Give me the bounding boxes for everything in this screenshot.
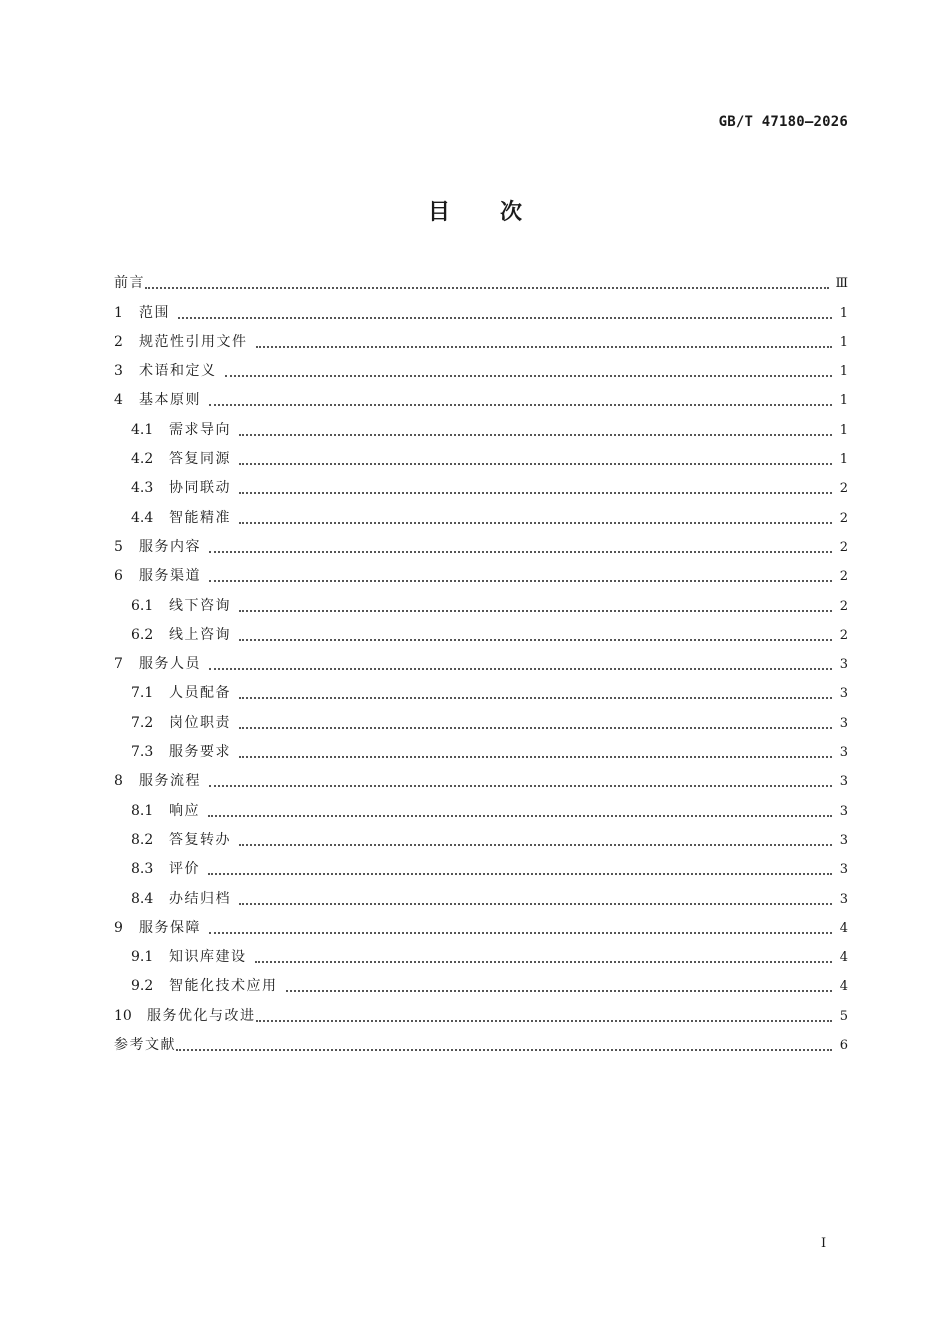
- toc-entry-title: 服务内容: [139, 538, 201, 555]
- toc-entry-number: 9.2: [131, 978, 154, 995]
- toc-entry-page: 2: [839, 598, 848, 614]
- toc-entry[interactable]: [114, 972, 848, 1001]
- toc-entry-title: 规范性引用文件: [139, 333, 248, 350]
- toc-leader-dots: [239, 697, 832, 699]
- toc-leader-dots: [239, 756, 832, 758]
- toc-entry-number: 7.1: [131, 685, 154, 702]
- toc-entry[interactable]: [114, 503, 848, 532]
- toc-entry[interactable]: [114, 708, 848, 737]
- toc-entry-number: 8: [114, 773, 123, 790]
- toc-entry-number: 6.1: [131, 597, 154, 614]
- toc-entry-title: 参考文献: [114, 1037, 176, 1054]
- toc-entry-title: 术语和定义: [139, 363, 217, 380]
- toc-entry-number: 8.2: [131, 831, 154, 848]
- toc-entry-page: 1: [839, 393, 848, 409]
- toc-entry-title: 线上咨询: [169, 626, 231, 643]
- toc-entry-page: 2: [839, 510, 848, 526]
- toc-entry[interactable]: [114, 650, 848, 679]
- toc-entry-number: 1: [114, 304, 123, 321]
- toc-entry[interactable]: [114, 855, 848, 884]
- toc-entry-number: 10: [114, 1007, 132, 1024]
- toc-entry[interactable]: [114, 621, 848, 650]
- toc-entry-title: 评价: [169, 861, 200, 878]
- toc-entry-number: 9.1: [131, 949, 154, 966]
- toc-entry-number: 7: [114, 656, 123, 673]
- page-number: Ⅰ: [821, 1236, 827, 1251]
- toc-entry[interactable]: [114, 679, 848, 708]
- toc-entry-page: 3: [839, 774, 848, 790]
- toc-entry-page: 6: [839, 1038, 848, 1054]
- toc-entry[interactable]: [114, 415, 848, 444]
- toc-entry-title: 基本原则: [139, 392, 201, 409]
- toc-leader-dots: [256, 346, 833, 348]
- toc-entry-page: 2: [839, 627, 848, 643]
- toc-leader-dots: [225, 375, 833, 377]
- toc-entry-page: 3: [839, 686, 848, 702]
- toc-entry[interactable]: [114, 298, 848, 327]
- page-title: 目次: [427, 199, 572, 225]
- toc-entry-page: 1: [839, 452, 848, 468]
- toc-entry-title: 服务要求: [169, 744, 231, 761]
- toc-leader-dots: [176, 1049, 832, 1051]
- toc-entry-page: 4: [839, 950, 848, 966]
- toc-leader-dots: [239, 492, 832, 494]
- toc-leader-dots: [239, 903, 832, 905]
- toc-entry-number: 3: [114, 363, 123, 380]
- toc-entry-title: 需求导向: [169, 421, 231, 438]
- toc-entry-title: 范围: [139, 304, 170, 321]
- toc-entry-page: 1: [839, 334, 848, 350]
- toc-entry-number: 6: [114, 568, 123, 585]
- toc-entry[interactable]: [114, 386, 848, 415]
- toc-entry-title: 办结归档: [169, 890, 231, 907]
- toc-entry-title: 前言: [114, 275, 145, 292]
- toc-entry-title: 服务流程: [139, 773, 201, 790]
- toc-leader-dots: [208, 873, 832, 875]
- toc-entry-page: 3: [839, 803, 848, 819]
- toc-leader-dots: [145, 287, 829, 289]
- toc-entry-title: 人员配备: [169, 685, 231, 702]
- toc-entry-page: 1: [839, 364, 848, 380]
- toc-entry-title: 答复转办: [169, 831, 231, 848]
- toc-entry-title: 服务渠道: [139, 568, 201, 585]
- toc-entry[interactable]: [114, 738, 848, 767]
- toc-entry-page: 1: [839, 422, 848, 438]
- toc-entry-title: 智能化技术应用: [169, 978, 278, 995]
- toc-entry-title: 服务优化与改进: [147, 1007, 256, 1024]
- toc-entry-number: 6.2: [131, 626, 154, 643]
- toc-entry[interactable]: [114, 943, 848, 972]
- toc-leader-dots: [239, 639, 832, 641]
- toc-leader-dots: [256, 1020, 833, 1022]
- toc-entry-title: 服务保障: [139, 919, 201, 936]
- toc-entry-page: 3: [839, 862, 848, 878]
- toc-leader-dots: [239, 727, 832, 729]
- toc-entry[interactable]: [114, 767, 848, 796]
- toc-entry[interactable]: [114, 269, 848, 298]
- toc-entry-number: 4.2: [131, 451, 154, 468]
- table-of-contents: [114, 269, 848, 1060]
- toc-entry-page: 3: [839, 745, 848, 761]
- toc-entry-number: 5: [114, 538, 123, 555]
- toc-entry-page: 4: [839, 920, 848, 936]
- toc-entry[interactable]: [114, 445, 848, 474]
- toc-entry-title: 智能精准: [169, 509, 231, 526]
- toc-leader-dots: [239, 844, 832, 846]
- toc-entry-page: 3: [839, 715, 848, 731]
- toc-entry-number: 8.3: [131, 861, 154, 878]
- toc-entry-page: 3: [839, 891, 848, 907]
- toc-leader-dots: [239, 522, 832, 524]
- toc-entry[interactable]: [114, 796, 848, 825]
- toc-entry[interactable]: [114, 533, 848, 562]
- toc-entry[interactable]: [114, 591, 848, 620]
- toc-entry-title: 响应: [169, 802, 200, 819]
- toc-entry-page: 4: [839, 979, 848, 995]
- toc-entry-page: Ⅲ: [835, 276, 848, 292]
- toc-entry-title: 服务人员: [139, 656, 201, 673]
- toc-entry-title: 岗位职责: [169, 714, 231, 731]
- toc-entry[interactable]: [114, 328, 848, 357]
- toc-leader-dots: [209, 785, 832, 787]
- toc-entry[interactable]: [114, 357, 848, 386]
- toc-leader-dots: [286, 990, 833, 992]
- toc-leader-dots: [178, 317, 832, 319]
- toc-entry-page: 3: [839, 832, 848, 848]
- toc-leader-dots: [209, 668, 832, 670]
- toc-entry-number: 4.4: [131, 509, 154, 526]
- toc-entry-page: 2: [839, 569, 848, 585]
- toc-leader-dots: [208, 815, 832, 817]
- toc-leader-dots: [239, 463, 832, 465]
- toc-leader-dots: [209, 580, 832, 582]
- toc-entry-number: 4.3: [131, 480, 154, 497]
- toc-leader-dots: [209, 551, 832, 553]
- toc-leader-dots: [255, 961, 833, 963]
- toc-entry[interactable]: [114, 826, 848, 855]
- toc-entry[interactable]: [114, 1001, 848, 1030]
- toc-entry[interactable]: [114, 914, 848, 943]
- toc-entry[interactable]: [114, 884, 848, 913]
- toc-entry-page: 3: [839, 657, 848, 673]
- toc-entry[interactable]: [114, 474, 848, 503]
- document-code: GB/T 47180—2026: [718, 114, 848, 130]
- toc-entry-page: 5: [839, 1008, 848, 1024]
- toc-entry[interactable]: [114, 1031, 848, 1060]
- toc-entry-title: 协同联动: [169, 480, 231, 497]
- toc-leader-dots: [239, 610, 832, 612]
- toc-entry-page: 1: [839, 305, 848, 321]
- toc-leader-dots: [239, 434, 832, 436]
- toc-entry-number: 8.1: [131, 802, 154, 819]
- toc-entry-title: 知识库建设: [169, 949, 247, 966]
- toc-entry-number: 7.2: [131, 714, 154, 731]
- toc-leader-dots: [209, 404, 832, 406]
- toc-entry-number: 4: [114, 392, 123, 409]
- toc-leader-dots: [209, 932, 832, 934]
- toc-entry-number: 2: [114, 333, 123, 350]
- toc-entry-title: 线下咨询: [169, 597, 231, 614]
- toc-entry-number: 9: [114, 919, 123, 936]
- toc-entry-number: 4.1: [131, 421, 154, 438]
- toc-entry[interactable]: [114, 562, 848, 591]
- toc-entry-number: 8.4: [131, 890, 154, 907]
- toc-entry-number: 7.3: [131, 744, 154, 761]
- toc-entry-page: 2: [839, 539, 848, 555]
- toc-entry-title: 答复同源: [169, 451, 231, 468]
- toc-entry-page: 2: [839, 481, 848, 497]
